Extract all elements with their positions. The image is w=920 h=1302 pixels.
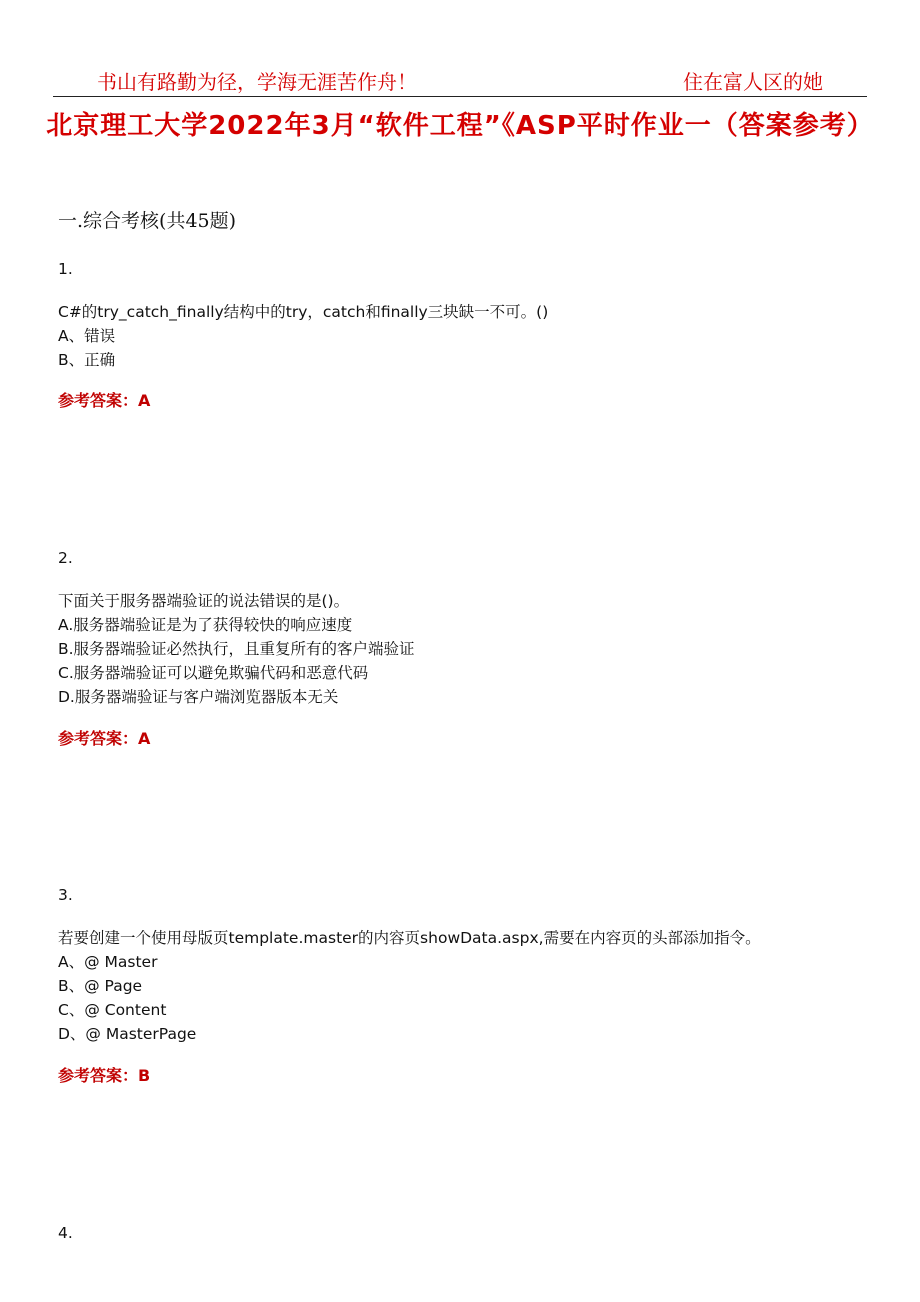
question-stem: C#的try_catch_finally结构中的try，catch和finally三块缺一不可。() bbox=[58, 303, 549, 321]
question-option: B.服务器端验证必然执行，且重复所有的客户端验证 bbox=[58, 640, 415, 658]
answer-label: 参考答案：A bbox=[58, 729, 151, 748]
question-option: A、@ Master bbox=[58, 953, 158, 971]
question-3 bbox=[58, 883, 878, 1046]
question-option: B、@ Page bbox=[58, 977, 143, 995]
question-option: D、@ MasterPage bbox=[58, 1025, 197, 1043]
question-number: 1. bbox=[58, 260, 73, 278]
document-title: 北京理工大学2022年3月“软件工程”《ASP平时作业一（答案参考） bbox=[46, 111, 874, 141]
section-heading: 一.综合考核(共45题) bbox=[58, 210, 237, 232]
header-author: 住在富人区的她 bbox=[683, 70, 823, 94]
header-motto: 书山有路勤为径，学海无涯苦作舟！ bbox=[97, 70, 417, 94]
question-option: C、@ Content bbox=[58, 1001, 167, 1019]
question-option: A、错误 bbox=[58, 327, 116, 345]
question-stem: 下面关于服务器端验证的说法错误的是()。 bbox=[58, 592, 350, 610]
question-number: 4. bbox=[58, 1224, 73, 1242]
question-option: B、正确 bbox=[58, 351, 116, 369]
question-number: 2. bbox=[58, 549, 73, 567]
answer-label: 参考答案：A bbox=[58, 391, 151, 410]
question-option: C.服务器端验证可以避免欺骗代码和恶意代码 bbox=[58, 664, 369, 682]
question-4 bbox=[58, 1221, 878, 1264]
page-header bbox=[53, 62, 867, 97]
question-number: 3. bbox=[58, 886, 73, 904]
question-option: A.服务器端验证是为了获得较快的响应速度 bbox=[58, 616, 353, 634]
question-1 bbox=[58, 257, 878, 372]
question-stem: 若要创建一个使用母版页template.master的内容页showData.aspx,需要在内容页的头部添加指令。 bbox=[58, 929, 761, 947]
answer-label: 参考答案：B bbox=[58, 1066, 151, 1085]
question-option: D.服务器端验证与客户端浏览器版本无关 bbox=[58, 688, 339, 706]
question-2 bbox=[58, 546, 878, 709]
